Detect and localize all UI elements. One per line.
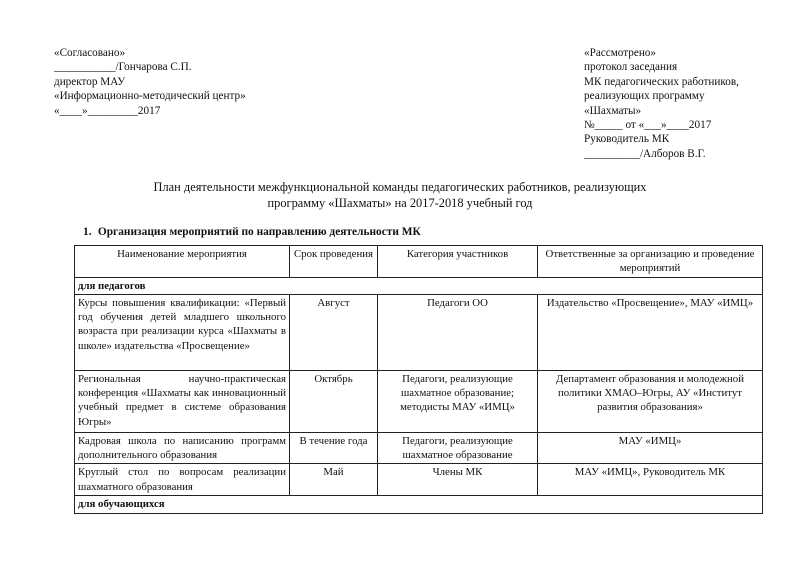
group-row-students <box>75 496 763 513</box>
document-title <box>100 180 700 211</box>
review-committee-cont: реализующих программу <box>584 90 705 103</box>
section-heading <box>83 225 421 239</box>
approval-heading: «Согласовано» <box>54 47 126 59</box>
cell-responsible: МАУ «ИМЦ», Руководитель МК <box>538 464 763 496</box>
header-period: Срок проведения <box>290 246 378 278</box>
approval-block-left <box>54 46 246 118</box>
cell-period: В течение года <box>290 432 378 464</box>
approval-position: директор МАУ <box>54 75 126 88</box>
section-number: 1. <box>83 226 92 238</box>
cell-period: Август <box>290 294 378 370</box>
table-row <box>75 464 763 496</box>
header-responsible: Ответственные за организацию и проведение мероприятий <box>538 246 763 278</box>
header-event-name: Наименование мероприятия <box>75 246 290 278</box>
cell-period: Октябрь <box>290 370 378 432</box>
review-signature: __________/Алборов В.Г. <box>584 147 706 160</box>
cell-responsible: Департамент образования и молодежной политики ХМАО–Югры, АУ «Институт развития образования» <box>538 370 763 432</box>
approval-date: «____»_________2017 <box>54 104 161 117</box>
cell-responsible: МАУ «ИМЦ» <box>538 432 763 464</box>
cell-event-name: Круглый стол по вопросам реализации шахматного образования <box>75 464 290 496</box>
approval-signature: ___________/Гончарова С.П. <box>54 61 192 74</box>
title-line-1: План деятельности межфункциональной команды педагогических работников, реализующих <box>153 180 647 194</box>
review-program: «Шахматы» <box>584 104 642 117</box>
review-protocol: протокол заседания <box>584 61 678 74</box>
activities-table <box>74 245 763 514</box>
table-row <box>75 294 763 370</box>
review-heading: «Рассмотрено» <box>584 47 656 59</box>
review-committee: МК педагогических работников, <box>584 75 739 88</box>
approval-organization: «Информационно-методический центр» <box>54 90 246 103</box>
cell-event-name: Кадровая школа по написанию программ дополнительного образования <box>75 432 290 464</box>
cell-participants: Педагоги ОО <box>378 294 538 370</box>
group-label: для обучающихся <box>75 496 763 513</box>
review-number-date: №_____ от «___»____2017 <box>584 119 712 132</box>
table-row <box>75 432 763 464</box>
title-line-2: программу «Шахматы» на 2017-2018 учебный год <box>267 195 533 210</box>
header-participants: Категория участников <box>378 246 538 278</box>
review-head-label: Руководитель МК <box>584 133 670 146</box>
group-label: для педагогов <box>75 277 763 294</box>
cell-period: Май <box>290 464 378 496</box>
table-row <box>75 370 763 432</box>
section-title: Организация мероприятий по направлению деятельности МК <box>97 226 421 238</box>
cell-event-name: Курсы повышения квалификации: «Первый год обучения детей младшего школьного возраста при реализации курса «Шахматы в школе» издательства «Просвещение» <box>75 294 290 370</box>
approval-block-right <box>584 46 739 161</box>
cell-participants: Педагоги, реализующие шахматное образование; методисты МАУ «ИМЦ» <box>378 370 538 432</box>
cell-participants: Педагоги, реализующие шахматное образование <box>378 432 538 464</box>
table-header-row <box>75 246 763 278</box>
group-row-teachers <box>75 277 763 294</box>
cell-event-name: Региональная научно-практическая конференция «Шахматы как инновационный учебный предмет в системе образования Югры» <box>75 370 290 432</box>
cell-participants: Члены МК <box>378 464 538 496</box>
cell-responsible: Издательство «Просвещение», МАУ «ИМЦ» <box>538 294 763 370</box>
